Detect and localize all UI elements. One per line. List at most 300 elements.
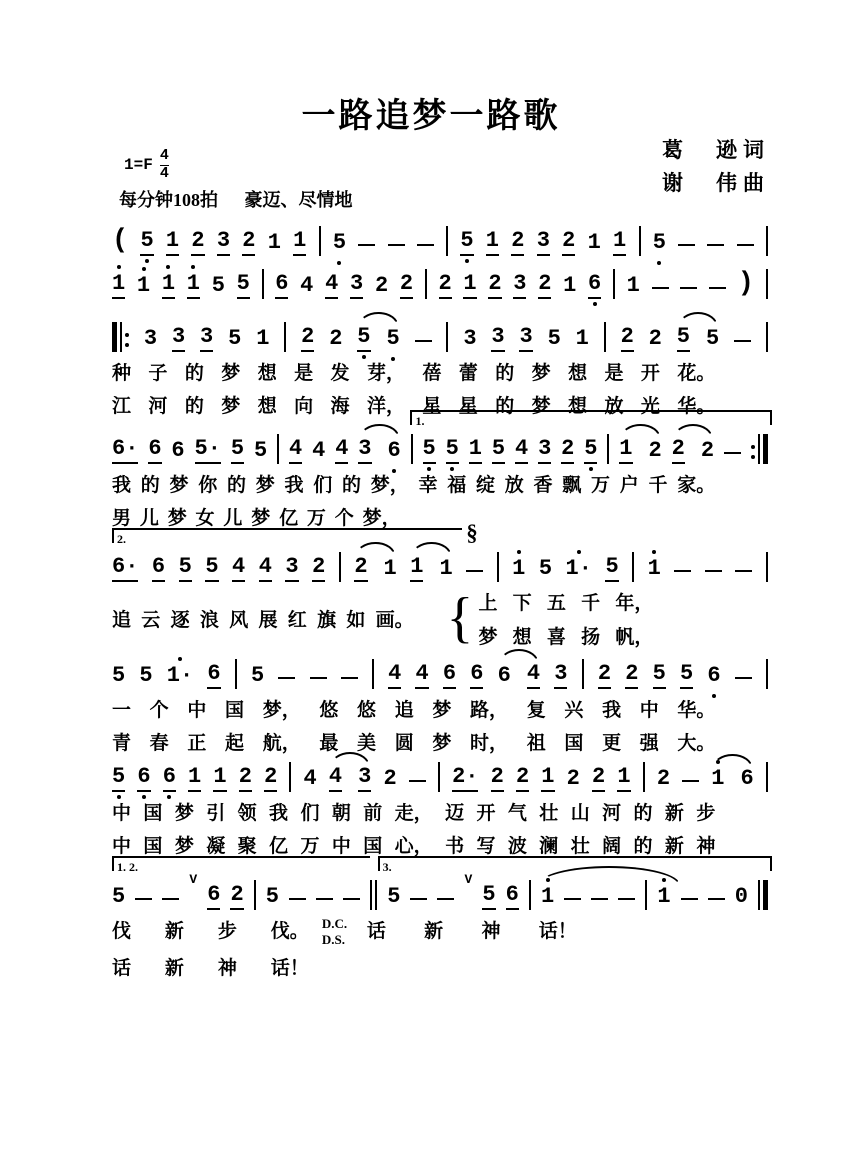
lyric-syllable: 新 — [424, 921, 444, 942]
dash-note-extension — [735, 570, 752, 572]
note-digit: 6 — [740, 766, 754, 791]
note — [460, 230, 473, 256]
low-octave-dot — [593, 302, 597, 306]
note — [112, 766, 125, 792]
lyric-syllable: 海 — [330, 396, 350, 417]
note — [707, 665, 720, 689]
lyric-syllable: 最 — [319, 733, 339, 754]
dash-note-extension — [709, 287, 726, 289]
note — [358, 438, 371, 464]
note — [112, 886, 125, 910]
barline — [766, 269, 768, 299]
repeat-start-barline — [112, 322, 129, 352]
slur-group — [498, 663, 540, 689]
note — [446, 438, 459, 464]
lyric-syllable: 向 — [294, 396, 314, 417]
note-digit: 4 — [258, 554, 272, 579]
note-digit: 1 — [165, 228, 180, 253]
note — [191, 230, 204, 256]
barline-stroke — [112, 322, 117, 352]
lyric-line — [478, 588, 653, 615]
note-digit: 5 — [386, 326, 400, 351]
note-digit: 4 — [303, 766, 317, 791]
note — [140, 230, 153, 256]
note — [621, 326, 634, 352]
lyric-syllable: 喜 — [546, 627, 566, 648]
note — [491, 766, 504, 792]
note — [415, 663, 428, 689]
lyric-row — [112, 728, 768, 755]
note-digit: 3 — [538, 436, 552, 461]
dash-note-extension — [417, 244, 434, 246]
lyric-syllable: 梦， — [362, 508, 401, 529]
note-digit: 4 — [300, 273, 314, 298]
note — [383, 768, 396, 792]
note — [188, 766, 201, 792]
note-digit: 2 — [329, 326, 343, 351]
lyric-syllable: 想 — [512, 627, 532, 648]
high-octave-dot — [716, 760, 720, 764]
music-line — [112, 410, 768, 530]
lyric-syllable: 一 — [112, 700, 132, 721]
note — [470, 663, 483, 689]
low-octave-dot — [427, 467, 431, 471]
barline — [289, 762, 291, 792]
note-row — [112, 655, 768, 689]
lyric-segment — [112, 798, 716, 825]
lyric-syllable: 亿 — [279, 508, 299, 529]
lyric-syllable: 国 — [564, 733, 584, 754]
barline — [643, 762, 645, 792]
lyric-syllable: 我 — [602, 700, 622, 721]
note-digit: 5 — [332, 230, 347, 255]
music-line — [112, 318, 768, 418]
note — [137, 275, 150, 299]
note — [171, 440, 184, 464]
note-digit: 1 — [293, 228, 307, 253]
note-digit: 5 — [387, 884, 401, 909]
dash-note-extension — [705, 570, 722, 572]
note — [259, 556, 272, 582]
lyric-syllable: 步 — [217, 921, 237, 942]
barline — [411, 434, 413, 464]
note — [512, 558, 525, 582]
note — [213, 766, 226, 792]
note — [207, 663, 220, 689]
note-digit: 2 — [438, 271, 452, 296]
lyric-syllable: 们 — [313, 475, 333, 496]
lyric-syllable: 我 — [112, 475, 132, 496]
note-digit: 2 — [242, 228, 256, 253]
note — [562, 230, 575, 256]
note-digit: 6 — [151, 554, 166, 579]
lyric-syllable: 领 — [237, 803, 257, 824]
lyric-syllable: 的 — [140, 475, 160, 496]
high-octave-dot — [662, 878, 666, 882]
lyric-syllable: 书 — [445, 836, 465, 857]
lyric-syllable: 神 — [481, 921, 501, 942]
note-row — [112, 318, 768, 352]
meter-numerator: 4 — [159, 147, 169, 164]
dash-note-extension — [310, 677, 327, 679]
barline — [529, 880, 531, 910]
note-digit: 5 — [178, 554, 192, 579]
note-digit: 3 — [554, 661, 568, 686]
note-digit: 1 — [619, 436, 633, 461]
note-digit: 6 — [387, 438, 401, 463]
note-digit: 1· — [565, 556, 592, 581]
lyric-syllable: 更 — [602, 733, 622, 754]
note — [680, 663, 693, 689]
note-digit: 2 — [511, 228, 525, 253]
volta-label: 1. 2. — [117, 860, 138, 874]
slur-group — [357, 326, 399, 352]
note-digit: 5 — [250, 663, 265, 688]
dash-note-extension — [564, 898, 581, 900]
lyric-row — [112, 916, 768, 947]
lyric-syllable: 美 — [357, 733, 377, 754]
note-digit: 1 — [112, 271, 126, 296]
note — [357, 326, 370, 352]
note-digit: 6· — [112, 436, 139, 461]
lyric-syllable: 梦 — [174, 836, 194, 857]
lyric-syllable: 的 — [495, 363, 515, 384]
note-digit: 5 — [491, 436, 506, 461]
high-octave-dot — [577, 550, 581, 554]
note-digit: 4 — [288, 436, 303, 461]
note-digit: 1 — [613, 228, 627, 253]
note-digit: 6 — [148, 436, 162, 461]
note-digit: 5 — [422, 436, 436, 461]
lyric-row — [112, 358, 768, 385]
lyric-syllable: 我 — [269, 803, 289, 824]
note — [166, 230, 179, 256]
lyric-syllable: 春 — [149, 733, 169, 754]
double-barline — [370, 880, 377, 910]
note — [701, 440, 714, 464]
lyric-syllable: 个 — [149, 700, 169, 721]
note-digit: 5 — [112, 764, 126, 789]
barline — [766, 552, 768, 582]
music-line — [112, 265, 768, 299]
note — [548, 328, 561, 352]
note — [516, 766, 529, 792]
note-digit: 3 — [536, 228, 550, 253]
note-digit: 2 — [490, 764, 504, 789]
note — [488, 273, 501, 299]
note-digit: 5 — [228, 326, 242, 351]
note-digit: 2 — [301, 324, 315, 349]
note — [584, 438, 597, 464]
slur-group — [619, 438, 661, 464]
note — [148, 438, 161, 464]
low-octave-dot — [145, 259, 149, 263]
lyric-syllable: 的 — [633, 803, 653, 824]
note — [619, 438, 632, 464]
lyric-syllable: 新 — [664, 803, 684, 824]
note — [539, 558, 552, 582]
low-octave-dot — [392, 469, 396, 473]
lyric-syllable: 逐 — [170, 610, 190, 631]
high-octave-dot — [117, 265, 121, 269]
dash-note-extension — [680, 287, 697, 289]
lyric-syllable: 河 — [148, 396, 168, 417]
lyric-syllable: 神 — [217, 958, 237, 980]
note-row — [112, 430, 768, 464]
lyric-syllable: 梦 — [432, 700, 452, 721]
lyric-syllable: 圆 — [394, 733, 414, 754]
note — [648, 558, 661, 582]
dash-note-extension — [708, 898, 725, 900]
note — [301, 326, 314, 352]
note-digit: 5 — [652, 230, 666, 255]
note-digit: 2 — [648, 438, 662, 463]
lyric-syllable: 华。 — [677, 396, 716, 417]
barline — [604, 322, 606, 352]
lyric-syllable: 梦 — [167, 508, 187, 529]
note-digit: 2 — [566, 766, 580, 791]
note-digit: 2 — [648, 326, 662, 351]
lyric-syllable: 国 — [225, 700, 245, 721]
note-digit: 1 — [267, 230, 281, 255]
barline — [766, 226, 768, 256]
note-digit: 3 — [513, 271, 527, 296]
note-digit: 6 — [470, 661, 484, 686]
note — [172, 326, 185, 352]
note — [554, 663, 567, 689]
note — [625, 663, 638, 689]
note-digit: 1 — [575, 326, 589, 351]
note-digit: 3 — [200, 324, 214, 349]
lyric-syllable: 上 — [478, 593, 498, 614]
dash-note-extension — [737, 244, 754, 246]
lyric-syllable: 梦， — [370, 475, 409, 496]
dash-note-extension — [341, 677, 358, 679]
lyric-segment — [367, 916, 577, 943]
dash-note-extension — [437, 898, 454, 900]
note — [711, 768, 724, 792]
note — [506, 884, 519, 910]
dash-note-extension — [415, 340, 432, 342]
lyric-syllable: 江 — [112, 396, 132, 417]
note — [242, 230, 255, 256]
note-digit: 2 — [399, 271, 414, 296]
note-digit: 1 — [186, 271, 200, 296]
lyric-syllable: 追 — [394, 700, 414, 721]
note — [491, 326, 504, 352]
lyric-syllable: 凝 — [206, 836, 226, 857]
note — [137, 766, 150, 792]
note-digit: 1 — [541, 764, 555, 789]
note-digit: 1 — [563, 273, 577, 298]
lyric-segment — [112, 831, 716, 858]
high-octave-dot — [166, 265, 170, 269]
key-signature — [124, 148, 169, 182]
note-digit: 3 — [216, 228, 231, 253]
note-digit: 2 — [238, 764, 252, 789]
lyric-syllable: 儿 — [139, 508, 159, 529]
note-row — [112, 222, 768, 256]
lyric-syllable: 星 — [458, 396, 478, 417]
note-digit: 4 — [526, 661, 541, 686]
note — [230, 884, 243, 910]
low-octave-dot — [362, 355, 366, 359]
note — [179, 556, 192, 582]
lyric-syllable: 山 — [570, 803, 590, 824]
tempo-line — [119, 186, 353, 212]
note — [187, 273, 200, 299]
note — [588, 232, 601, 256]
lyric-syllable: 中 — [112, 836, 132, 857]
lyric-syllable: 男 — [112, 508, 132, 529]
lyric-syllable: 我 — [284, 475, 304, 496]
note — [561, 438, 574, 464]
lyric-syllable: 放 — [504, 475, 524, 496]
lyric-syllable: 强 — [639, 733, 659, 754]
note — [300, 275, 313, 299]
lyric-syllable: 蓓 — [422, 363, 442, 384]
note-digit: 1 — [463, 271, 477, 296]
lyric-syllable: 壮 — [570, 836, 590, 857]
note — [163, 766, 176, 792]
note-digit: 1 — [188, 764, 202, 789]
lyric-syllable: 千 — [581, 593, 601, 614]
note-digit: 1 — [213, 764, 227, 789]
high-octave-dot — [191, 265, 195, 269]
note — [195, 438, 221, 464]
high-octave-dot — [546, 878, 550, 882]
navigation-mark: D.C. — [321, 916, 348, 931]
note — [627, 275, 640, 299]
lyric-syllable: 想 — [568, 396, 588, 417]
high-octave-dot — [142, 267, 146, 271]
note-digit: 6 — [207, 882, 221, 907]
lyric-row — [112, 588, 768, 649]
lyric-syllable: 梦 — [432, 733, 452, 754]
note — [325, 273, 338, 299]
lyric-syllable: 中 — [112, 803, 132, 824]
note-digit: 1 — [485, 228, 499, 253]
note-digit: 6 — [497, 663, 511, 688]
note-digit: 6 — [442, 661, 457, 686]
lyric-syllable: 悠 — [319, 700, 339, 721]
note-digit: 2 — [620, 324, 634, 349]
lyric-row — [112, 798, 768, 825]
volta-bracket — [410, 410, 772, 428]
lyric-syllable: 话！ — [270, 958, 309, 980]
note — [657, 768, 670, 792]
note — [112, 556, 138, 582]
note-digit: 4 — [335, 436, 349, 461]
lyric-syllable: 阔 — [602, 836, 622, 857]
lyric-syllable: 旗 — [317, 610, 337, 631]
lyric-syllable: 香 — [533, 475, 553, 496]
barline — [766, 322, 768, 352]
note — [576, 328, 589, 352]
note-digit: 2 — [561, 436, 575, 461]
key-label: 1=F — [124, 156, 153, 174]
lyric-syllable: 儿 — [223, 508, 243, 529]
barline — [425, 269, 427, 299]
lyric-row — [112, 695, 768, 722]
lyric-syllable: 浪 — [199, 610, 219, 631]
lyric-row — [112, 470, 768, 497]
dash-note-extension — [682, 780, 699, 782]
volta-bracket — [112, 856, 370, 874]
note-digit: 6 — [207, 661, 221, 686]
note — [538, 438, 551, 464]
note-digit: 2· — [452, 764, 479, 789]
slur-group — [677, 326, 719, 352]
barline — [607, 434, 609, 464]
rest-note — [735, 886, 748, 910]
note — [563, 275, 576, 299]
dash-note-extension — [162, 898, 179, 900]
lyric-syllable: 想 — [257, 363, 277, 384]
barline — [339, 552, 341, 582]
note-digit: 5 — [445, 436, 459, 461]
lyric-segment — [112, 916, 309, 943]
note-digit: 3 — [519, 324, 533, 349]
lyric-syllable: 中 — [187, 700, 207, 721]
note-digit: 1 — [587, 230, 601, 255]
lyrics-brace-group — [447, 588, 654, 649]
barline — [645, 880, 647, 910]
note-digit: 2 — [671, 436, 685, 461]
note-row — [112, 758, 768, 792]
note — [232, 556, 245, 582]
volta-label: 2. — [117, 532, 126, 546]
lyric-syllable: 的 — [342, 475, 362, 496]
note-digit: 2 — [591, 764, 606, 789]
lyricist-credit: 葛 逊词 — [662, 138, 770, 162]
note-digit: 2 — [538, 271, 552, 296]
note-digit: 1 — [468, 436, 482, 461]
note — [519, 326, 532, 352]
lyric-syllable: 想 — [257, 396, 277, 417]
tempo-text: 每分钟108拍 — [119, 190, 218, 210]
note-digit: 5 — [460, 228, 474, 253]
note — [167, 665, 193, 689]
lyric-segment — [112, 695, 716, 722]
note — [354, 556, 367, 582]
lyric-syllable: 追 — [112, 610, 132, 631]
note — [152, 556, 165, 582]
note-digit: 2 — [515, 764, 530, 789]
note-digit: 2 — [354, 554, 368, 579]
lyric-syllable: 的 — [184, 396, 204, 417]
lyric-syllable: 帆， — [615, 627, 654, 648]
note-digit: 1 — [647, 556, 661, 581]
note-digit: 5 — [236, 271, 250, 296]
note — [388, 440, 401, 464]
lyric-segment — [112, 470, 716, 497]
slur-group — [358, 438, 400, 464]
note-digit: 6 — [588, 271, 602, 296]
note — [266, 886, 279, 910]
lyric-syllable: 话 — [366, 921, 386, 942]
lyric-syllable: 你 — [198, 475, 218, 496]
lyric-syllable: 千 — [648, 475, 668, 496]
note — [112, 438, 138, 464]
note-digit: 5 — [140, 228, 154, 253]
lyric-syllable: 时， — [470, 733, 509, 754]
note-digit: 6 — [505, 882, 519, 907]
note — [653, 232, 666, 256]
note — [605, 556, 618, 582]
repeat-end-barline — [751, 434, 768, 464]
lyric-syllable: 正 — [187, 733, 207, 754]
